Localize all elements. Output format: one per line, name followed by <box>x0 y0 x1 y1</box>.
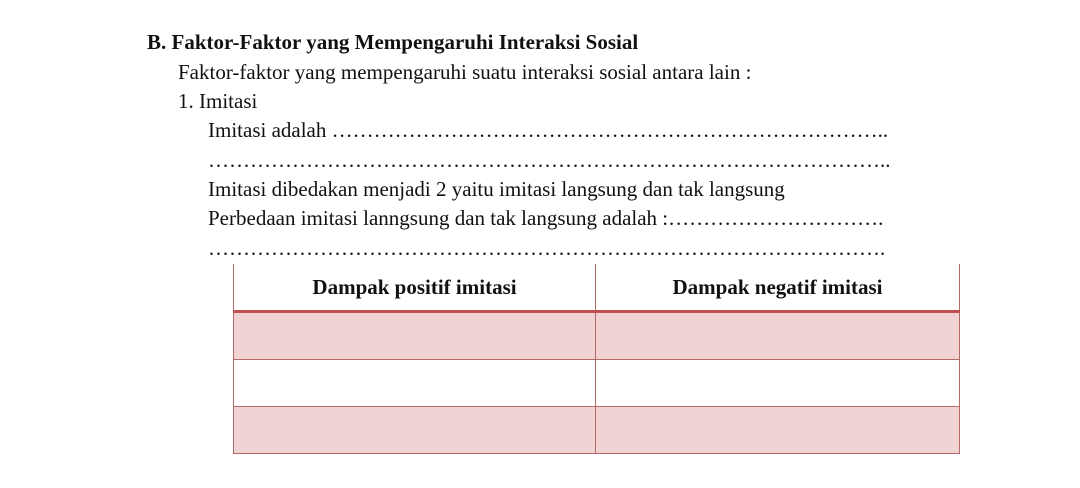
positive-impact-cell[interactable] <box>234 407 596 454</box>
intro-text: Faktor-faktor yang mempengaruhi suatu interaksi sosial antara lain : <box>178 60 752 84</box>
impact-table-header <box>234 264 960 312</box>
negative-impact-cell[interactable] <box>596 407 960 454</box>
section-heading: B. Faktor-Faktor yang Mempengaruhi Interaksi Sosial <box>147 30 639 54</box>
definition-fill-line-continued: …………………………………………………………………………………….. <box>208 148 891 172</box>
positive-impact-cell[interactable] <box>234 312 596 360</box>
positive-impact-header: Dampak positif imitasi <box>234 264 596 312</box>
table-row <box>234 312 960 360</box>
imitation-types-text: Imitasi dibedakan menjadi 2 yaitu imitasi langsung dan tak langsung <box>208 177 785 201</box>
difference-fill-line: Perbedaan imitasi lanngsung dan tak langsung adalah :…………………………. <box>208 206 884 230</box>
difference-fill-line-continued: ……………………………………………………………………………………. <box>208 236 886 260</box>
definition-fill-line: Imitasi adalah …………………………………………………………………….. <box>208 118 889 142</box>
negative-impact-cell[interactable] <box>596 360 960 407</box>
negative-impact-header: Dampak negatif imitasi <box>596 264 960 312</box>
table-row <box>234 360 960 407</box>
negative-impact-cell[interactable] <box>596 312 960 360</box>
impact-table <box>233 264 960 454</box>
item-title-imitasi: 1. Imitasi <box>178 89 258 113</box>
positive-impact-cell[interactable] <box>234 360 596 407</box>
table-row <box>234 407 960 454</box>
